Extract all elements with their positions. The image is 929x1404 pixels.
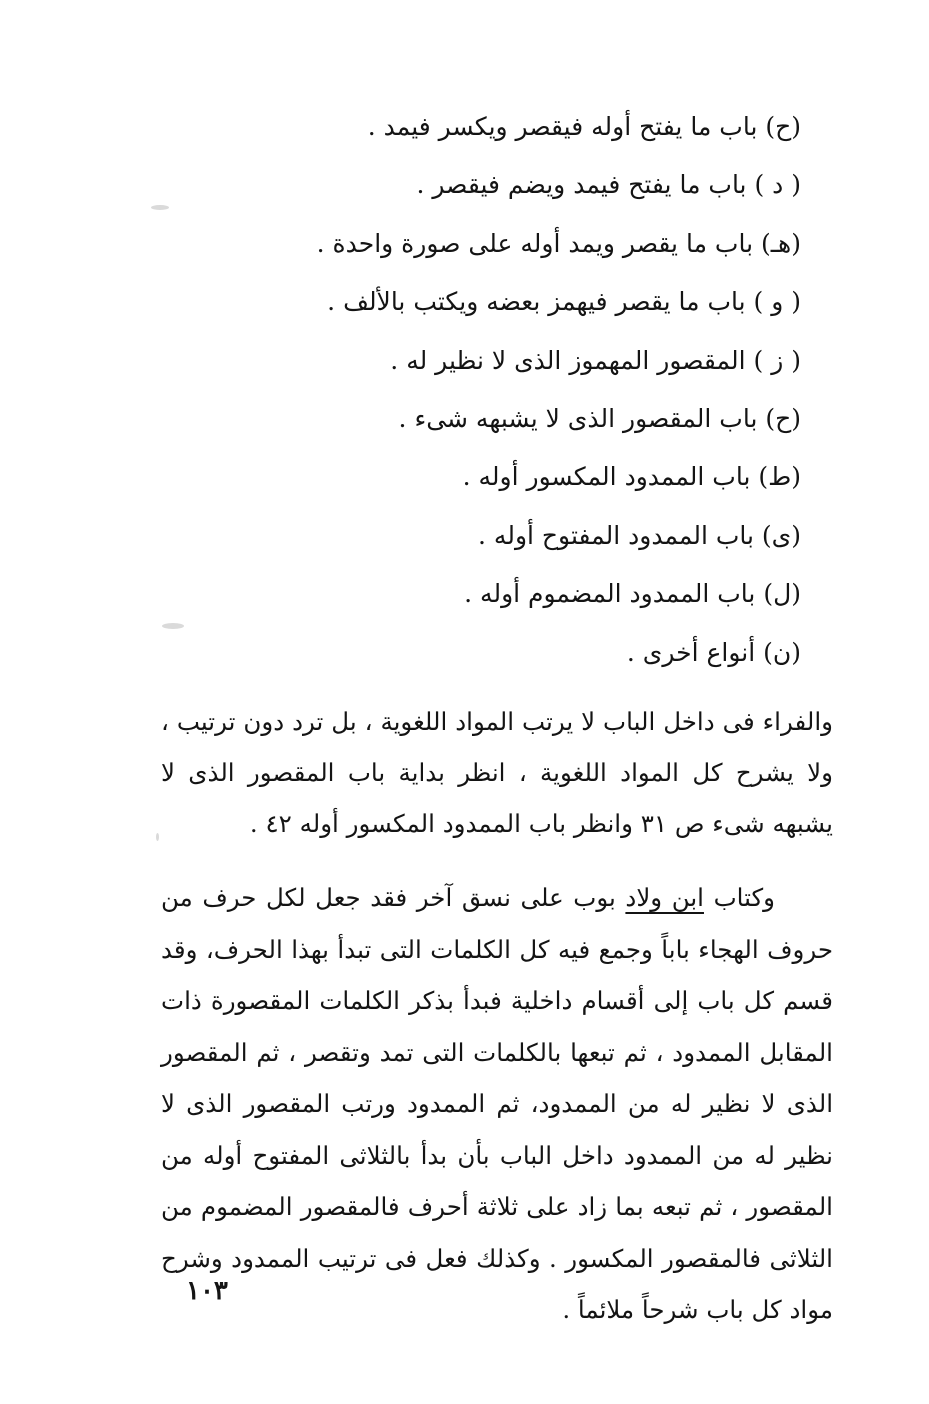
list-item: ( و ) باب ما يقصر فيهمز بعضه ويكتب بالألف . bbox=[327, 287, 801, 317]
author-name-underlined: ابن ولاد bbox=[625, 883, 704, 912]
paper-speck bbox=[162, 623, 184, 629]
paragraph-text: وكتاب bbox=[703, 883, 775, 912]
paper-speck bbox=[156, 833, 159, 841]
paragraph-farra: والفراء فى داخل الباب لا يرتب المواد اللغوية ، بل ترد دون ترتيب ، ولا يشرح كل المواد اللغوية ، انظر بداية باب المقصور الذى لا يشبهه شىء ص ٣١ وانظر باب الممدود المكسور أوله ٤٢ . bbox=[161, 707, 833, 838]
paragraph-ibn-wallad bbox=[161, 872, 833, 1336]
list-item: (ط) باب الممدود المكسور أوله . bbox=[462, 462, 801, 492]
list-item: (هـ) باب ما يقصر ويمد أوله على صورة واحدة . bbox=[316, 228, 801, 258]
list-item: (ح) باب ما يفتح أوله فيقصر ويكسر فيمد . bbox=[367, 112, 801, 141]
list-item: ( د ) باب ما يفتح فيمد ويضم فيقصر . bbox=[416, 170, 801, 200]
list-item: (ن) أنواع أخرى . bbox=[626, 637, 801, 667]
page-number: ١٠٣ bbox=[186, 1276, 228, 1306]
list-item: (ح) باب المقصور الذى لا يشبهه شىء . bbox=[398, 403, 801, 433]
list-item: ( ز ) المقصور المهموز الذى لا نظير له . bbox=[390, 345, 801, 375]
chapter-list bbox=[201, 98, 801, 682]
list-item: (ل) باب الممدود المضموم أوله . bbox=[464, 579, 801, 609]
paper-speck bbox=[151, 205, 169, 210]
paragraph-text: بوب على نسق آخر فقد جعل لكل حرف من حروف الهجاء باباً وجمع فيه كل الكلمات التى تبدأ بهذا الحرف، وقد قسم كل باب إلى أقسام داخلية فبدأ بذكر الكلمات المقصورة ذات المقابل الممدود ، ثم تبعها بالكلمات التى تمد وتقصر ، ثم المقصور الذى لا نظير له من الممدود، ثم الممدود ورتب المقصور الذى لا نظير له من الممدود داخل الباب بأن بدأ بالثلاثى المفتوح أوله من المقصور ، ثم تبعه بما زاد على ثلاثة أحرف فالمقصور المضموم من الثلاثى فالمقصور المكسور . وكذلك فعل فى ترتيب الممدود وشرح مواد كل باب شرحاً ملائماً . bbox=[161, 883, 833, 1324]
list-item: (ى) باب الممدود المفتوح أوله . bbox=[478, 520, 801, 550]
